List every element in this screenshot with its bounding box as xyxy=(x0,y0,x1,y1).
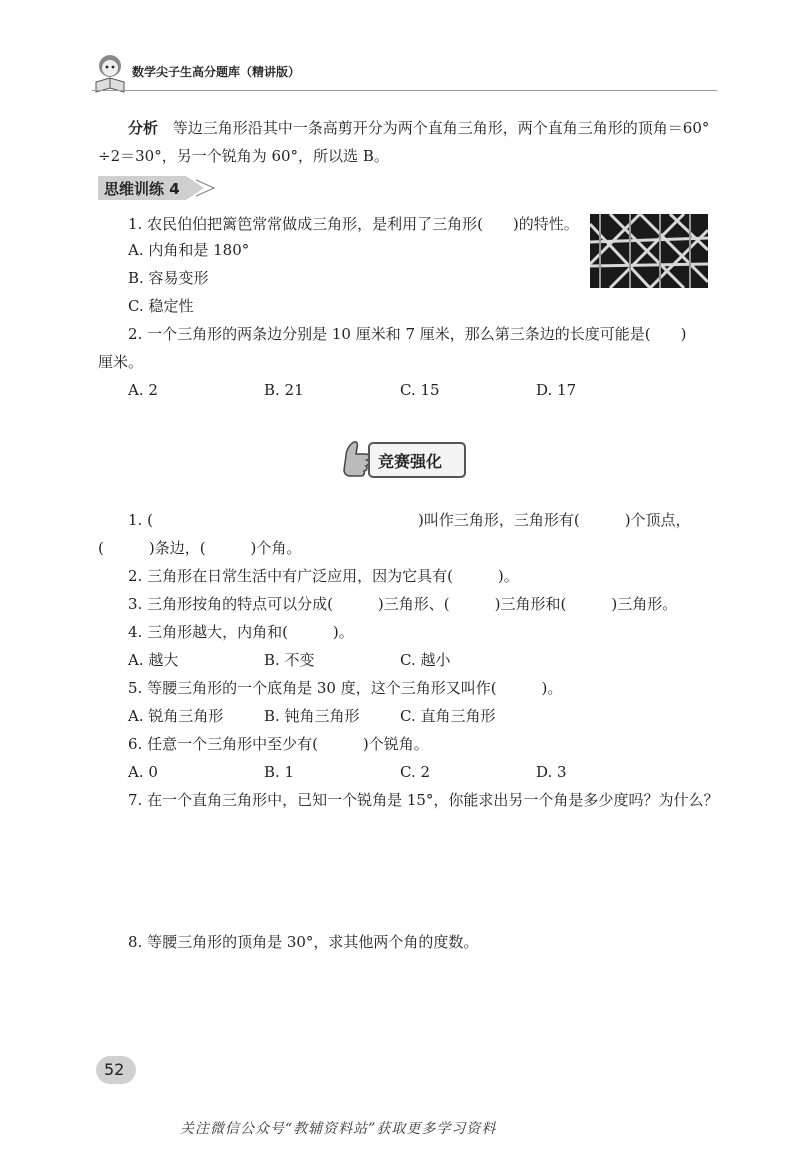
question-1-stem: 1. 农民伯伯把篱笆常常做成三角形，是利用了三角形( )的特性。 xyxy=(128,215,579,233)
banner-chevron-icon xyxy=(194,179,216,197)
book-title: 数学尖子生高分题库（精讲版） xyxy=(132,65,301,79)
question-1-option-a: A. 内角和是 180° xyxy=(128,241,250,259)
contest-q7: 7. 在一个直角三角形中，已知一个锐角是 15°，你能求出另一个角是多少度吗？为什么？ xyxy=(128,791,719,809)
contest-q1-part-b: )叫作三角形，三角形有( )个顶点， xyxy=(418,511,691,529)
contest-q1-line-2: ( )条边，( )个角。 xyxy=(98,539,302,557)
question-2-option-b: B. 21 xyxy=(264,381,304,399)
contest-q6-option-d: D. 3 xyxy=(536,763,567,781)
section-banner xyxy=(98,176,218,200)
contest-q3: 3. 三角形按角的特点可以分成( )三角形、( )三角形和( )三角形。 xyxy=(128,595,678,613)
contest-badge xyxy=(338,440,468,480)
question-1-option-b: B. 容易变形 xyxy=(128,269,209,287)
page-number: 52 xyxy=(104,1060,125,1079)
contest-q4-option-c: C. 越小 xyxy=(400,651,451,669)
contest-q6-option-a: A. 0 xyxy=(128,763,158,781)
question-2-option-c: C. 15 xyxy=(400,381,440,399)
question-2-stem-2: 厘米。 xyxy=(98,353,144,371)
question-2-option-a: A. 2 xyxy=(128,381,158,399)
contest-q8: 8. 等腰三角形的顶角是 30°，求其他两个角的度数。 xyxy=(128,933,479,951)
contest-q5: 5. 等腰三角形的一个底角是 30 度，这个三角形又叫作( )。 xyxy=(128,679,563,697)
analysis-line-1 xyxy=(128,118,709,138)
thumbs-up-hand-icon xyxy=(338,440,372,478)
fence-photo xyxy=(590,214,708,288)
analysis-label: 分析 xyxy=(128,119,159,137)
analysis-text-1: 等边三角形沿其中一条高剪开分为两个直角三角形，两个直角三角形的顶角＝60° xyxy=(172,119,710,137)
contest-q4: 4. 三角形越大，内角和( )。 xyxy=(128,623,354,641)
contest-q6: 6. 任意一个三角形中至少有( )个锐角。 xyxy=(128,735,429,753)
header-divider xyxy=(92,90,717,91)
question-2-option-d: D. 17 xyxy=(536,381,577,399)
analysis-text-2: ÷2＝30°，另一个锐角为 60°，所以选 B。 xyxy=(98,147,389,165)
contest-q4-option-b: B. 不变 xyxy=(264,651,315,669)
contest-q1-part-a: 1. ( xyxy=(128,511,153,529)
contest-q5-option-a: A. 锐角三角形 xyxy=(128,707,224,725)
contest-q5-option-c: C. 直角三角形 xyxy=(400,707,496,725)
contest-q5-option-b: B. 钝角三角形 xyxy=(264,707,360,725)
section-title: 思维训练 4 xyxy=(104,180,180,198)
contest-q2: 2. 三角形在日常生活中有广泛应用，因为它具有( )。 xyxy=(128,567,519,585)
contest-q6-option-b: B. 1 xyxy=(264,763,295,781)
question-2-stem-1: 2. 一个三角形的两条边分别是 10 厘米和 7 厘米，那么第三条边的长度可能是( ) xyxy=(128,325,687,343)
contest-q6-option-c: C. 2 xyxy=(400,763,431,781)
contest-q4-option-a: A. 越大 xyxy=(128,651,179,669)
footer-note: 关注微信公众号“教辅资料站”获取更多学习资料 xyxy=(180,1121,497,1137)
contest-title: 竞赛强化 xyxy=(378,452,443,471)
question-1-option-c: C. 稳定性 xyxy=(128,297,194,315)
reading-child-icon xyxy=(92,52,128,94)
